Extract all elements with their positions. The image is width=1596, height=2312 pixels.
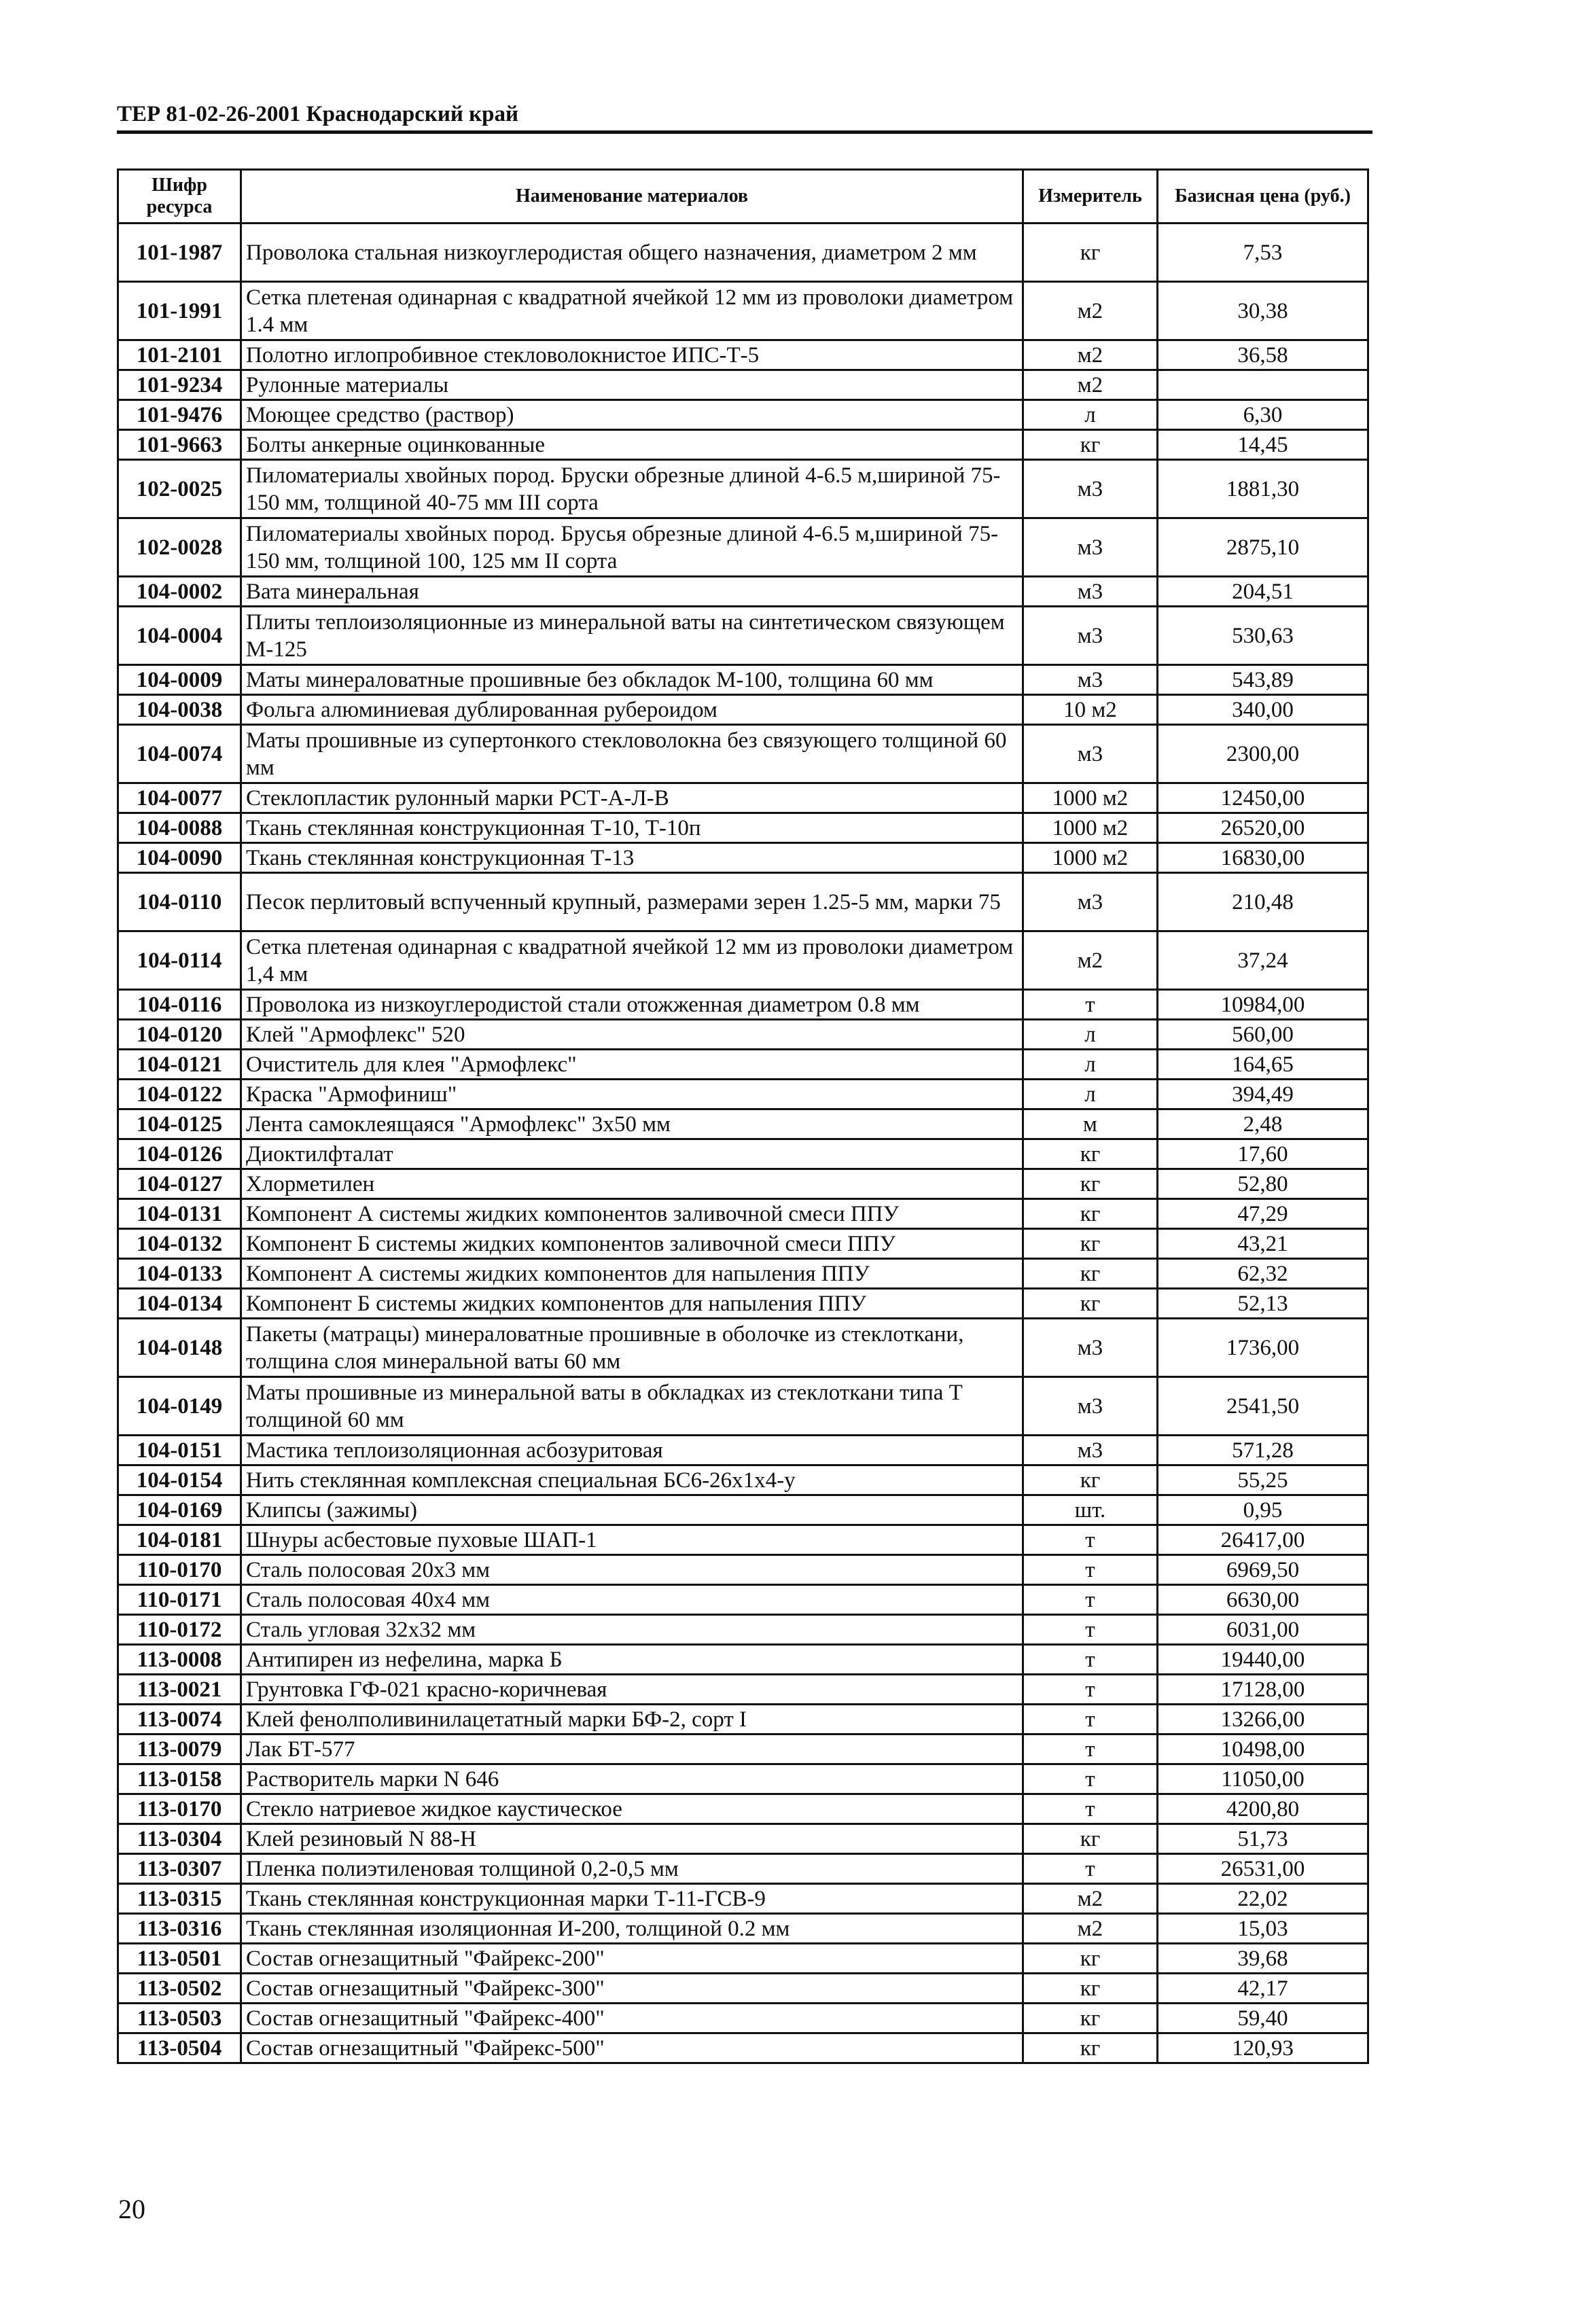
table-row [118,1914,1368,1944]
cell-price: 394,49 [1158,1080,1368,1109]
cell-price: 26520,00 [1158,813,1368,843]
cell-name: Состав огнезащитный "Файрекс-300" [241,1974,1023,2004]
cell-price: 13266,00 [1158,1705,1368,1735]
cell-unit: т [1023,1615,1158,1645]
cell-name: Пиломатериалы хвойных пород. Бруски обрезные длиной 4-6.5 м,шириной 75-150 мм, толщиной 40-75 мм III сорта [241,460,1023,518]
document-header-title: ТЕР 81-02-26-2001 Краснодарский край [117,102,519,126]
cell-price: 26531,00 [1158,1854,1368,1884]
cell-price: 2,48 [1158,1109,1368,1139]
cell-name: Сталь полосовая 20х3 мм [241,1555,1023,1585]
cell-code: 113-0315 [118,1884,241,1914]
cell-name: Растворитель марки N 646 [241,1764,1023,1794]
cell-unit: л [1023,1050,1158,1080]
table-row [118,460,1368,518]
table-row [118,695,1368,725]
cell-code: 104-0090 [118,843,241,873]
cell-unit: м2 [1023,1884,1158,1914]
cell-unit: м3 [1023,873,1158,931]
table-row [118,1645,1368,1675]
cell-unit: 10 м2 [1023,695,1158,725]
cell-unit: шт. [1023,1495,1158,1525]
cell-code: 113-0307 [118,1854,241,1884]
cell-code: 102-0028 [118,518,241,577]
table-body [118,224,1368,2063]
cell-code: 113-0158 [118,1764,241,1794]
cell-price: 530,63 [1158,607,1368,665]
table-row [118,577,1368,607]
table-row [118,400,1368,430]
table-row [118,2004,1368,2033]
table-row [118,518,1368,577]
cell-unit: м3 [1023,725,1158,783]
table-row [118,340,1368,370]
cell-code: 104-0126 [118,1139,241,1169]
table-row [118,1854,1368,1884]
cell-code: 104-0151 [118,1436,241,1465]
cell-price: 11050,00 [1158,1764,1368,1794]
cell-code: 113-0170 [118,1794,241,1824]
cell-price: 52,80 [1158,1169,1368,1199]
cell-price: 10498,00 [1158,1735,1368,1764]
cell-price: 2875,10 [1158,518,1368,577]
cell-name: Маты минераловатные прошивные без обкладок М-100, толщина 60 мм [241,665,1023,695]
cell-price: 30,38 [1158,282,1368,340]
table-row [118,1615,1368,1645]
cell-code: 104-0110 [118,873,241,931]
cell-code: 113-0504 [118,2033,241,2063]
cell-code: 104-0004 [118,607,241,665]
cell-price: 16830,00 [1158,843,1368,873]
table-row [118,1139,1368,1169]
cell-price: 22,02 [1158,1884,1368,1914]
cell-unit: кг [1023,1289,1158,1319]
table-row [118,1169,1368,1199]
table-row [118,1436,1368,1465]
cell-unit: т [1023,1764,1158,1794]
table-row [118,607,1368,665]
cell-code: 104-0088 [118,813,241,843]
cell-unit: кг [1023,224,1158,282]
cell-price: 0,95 [1158,1495,1368,1525]
cell-name: Состав огнезащитный "Файрекс-500" [241,2033,1023,2063]
table-row [118,1080,1368,1109]
cell-name: Пакеты (матрацы) минераловатные прошивные в оболочке из стеклоткани, толщина слоя минеральной ваты 60 мм [241,1319,1023,1377]
cell-name: Краска "Армофиниш" [241,1080,1023,1109]
cell-unit: м3 [1023,665,1158,695]
cell-code: 113-0021 [118,1675,241,1705]
cell-unit: т [1023,1794,1158,1824]
cell-price [1158,370,1368,400]
cell-name: Хлорметилен [241,1169,1023,1199]
table-row [118,1109,1368,1139]
table-row [118,2033,1368,2063]
cell-code: 104-0125 [118,1109,241,1139]
cell-price: 43,21 [1158,1229,1368,1259]
cell-code: 101-2101 [118,340,241,370]
cell-unit: м3 [1023,1319,1158,1377]
cell-unit: м3 [1023,1377,1158,1436]
cell-code: 104-0114 [118,931,241,990]
cell-unit: м3 [1023,607,1158,665]
table-row [118,1555,1368,1585]
table-row [118,990,1368,1020]
cell-code: 113-0501 [118,1944,241,1974]
cell-code: 104-0127 [118,1169,241,1199]
cell-code: 110-0170 [118,1555,241,1585]
table-row [118,813,1368,843]
cell-unit: т [1023,1645,1158,1675]
cell-price: 1881,30 [1158,460,1368,518]
cell-name: Состав огнезащитный "Файрекс-200" [241,1944,1023,1974]
cell-name: Стекло натриевое жидкое каустическое [241,1794,1023,1824]
cell-price: 51,73 [1158,1824,1368,1854]
cell-code: 101-9476 [118,400,241,430]
cell-price: 2541,50 [1158,1377,1368,1436]
cell-name: Грунтовка ГФ-021 красно-коричневая [241,1675,1023,1705]
cell-price: 39,68 [1158,1944,1368,1974]
cell-code: 104-0132 [118,1229,241,1259]
cell-price: 204,51 [1158,577,1368,607]
cell-code: 101-9663 [118,430,241,460]
cell-unit: м3 [1023,460,1158,518]
cell-unit: кг [1023,1974,1158,2004]
cell-code: 113-0008 [118,1645,241,1675]
cell-price: 37,24 [1158,931,1368,990]
table-row [118,1377,1368,1436]
cell-price: 19440,00 [1158,1645,1368,1675]
cell-price: 340,00 [1158,695,1368,725]
cell-code: 113-0079 [118,1735,241,1764]
cell-name: Компонент Б системы жидких компонентов заливочной смеси ППУ [241,1229,1023,1259]
cell-unit: м [1023,1109,1158,1139]
cell-name: Ткань стеклянная конструкционная Т-13 [241,843,1023,873]
cell-name: Лента самоклеящаяся "Армофлекс" 3х50 мм [241,1109,1023,1139]
cell-price: 1736,00 [1158,1319,1368,1377]
cell-code: 113-0074 [118,1705,241,1735]
cell-name: Диоктилфталат [241,1139,1023,1169]
cell-name: Рулонные материалы [241,370,1023,400]
cell-code: 104-0181 [118,1525,241,1555]
column-header-code: Шифр ресурса [118,170,241,224]
cell-code: 104-0074 [118,725,241,783]
cell-price: 10984,00 [1158,990,1368,1020]
cell-unit: т [1023,1735,1158,1764]
cell-name: Песок перлитовый вспученный крупный, размерами зерен 1.25-5 мм, марки 75 [241,873,1023,931]
table-row [118,1824,1368,1854]
cell-name: Сетка плетеная одинарная с квадратной ячейкой 12 мм из проволоки диаметром 1,4 мм [241,931,1023,990]
cell-unit: кг [1023,1169,1158,1199]
table-row [118,1585,1368,1615]
cell-price: 62,32 [1158,1259,1368,1289]
table-row [118,1050,1368,1080]
cell-name: Плиты теплоизоляционные из минеральной ваты на синтетическом связующем М-125 [241,607,1023,665]
cell-price: 55,25 [1158,1465,1368,1495]
table-row [118,1495,1368,1525]
cell-price: 36,58 [1158,340,1368,370]
table-row [118,1794,1368,1824]
cell-price: 571,28 [1158,1436,1368,1465]
cell-name: Клей резиновый N 88-Н [241,1824,1023,1854]
table-row [118,665,1368,695]
cell-name: Сталь полосовая 40х4 мм [241,1585,1023,1615]
table-row [118,1675,1368,1705]
cell-unit: 1000 м2 [1023,843,1158,873]
cell-unit: т [1023,1854,1158,1884]
cell-price: 560,00 [1158,1020,1368,1050]
cell-code: 101-1991 [118,282,241,340]
cell-code: 113-0503 [118,2004,241,2033]
cell-unit: 1000 м2 [1023,813,1158,843]
table-row [118,1259,1368,1289]
cell-name: Лак БТ-577 [241,1735,1023,1764]
cell-code: 104-0002 [118,577,241,607]
cell-unit: кг [1023,1944,1158,1974]
cell-name: Мастика теплоизоляционная асбозуритовая [241,1436,1023,1465]
cell-price: 17,60 [1158,1139,1368,1169]
cell-price: 6,30 [1158,400,1368,430]
cell-price: 6031,00 [1158,1615,1368,1645]
cell-code: 104-0077 [118,783,241,813]
table-row [118,873,1368,931]
table-row [118,1764,1368,1794]
column-header-unit: Измеритель [1023,170,1158,224]
column-header-name: Наименование материалов [241,170,1023,224]
cell-name: Сетка плетеная одинарная с квадратной ячейкой 12 мм из проволоки диаметром 1.4 мм [241,282,1023,340]
table-row [118,1884,1368,1914]
cell-code: 104-0148 [118,1319,241,1377]
cell-unit: т [1023,1525,1158,1555]
cell-price: 210,48 [1158,873,1368,931]
cell-name: Шнуры асбестовые пуховые ШАП-1 [241,1525,1023,1555]
cell-name: Компонент А системы жидких компонентов для напыления ППУ [241,1259,1023,1289]
materials-price-table [117,168,1369,2064]
cell-unit: м3 [1023,518,1158,577]
page-number: 20 [118,2194,145,2224]
cell-code: 104-0149 [118,1377,241,1436]
cell-unit: 1000 м2 [1023,783,1158,813]
cell-name: Компонент Б системы жидких компонентов для напыления ППУ [241,1289,1023,1319]
table-row [118,931,1368,990]
cell-price: 543,89 [1158,665,1368,695]
cell-code: 101-1987 [118,224,241,282]
cell-name: Компонент А системы жидких компонентов заливочной смеси ППУ [241,1199,1023,1229]
table-row [118,1289,1368,1319]
table-row [118,1319,1368,1377]
column-header-price: Базисная цена (руб.) [1158,170,1368,224]
cell-unit: л [1023,1020,1158,1050]
cell-unit: м2 [1023,340,1158,370]
cell-price: 47,29 [1158,1199,1368,1229]
cell-price: 2300,00 [1158,725,1368,783]
cell-unit: кг [1023,1199,1158,1229]
cell-unit: л [1023,1080,1158,1109]
cell-unit: т [1023,990,1158,1020]
cell-code: 113-0502 [118,1974,241,2004]
cell-name: Болты анкерные оцинкованные [241,430,1023,460]
cell-name: Стеклопластик рулонный марки РСТ-А-Л-В [241,783,1023,813]
cell-price: 6969,50 [1158,1555,1368,1585]
cell-code: 104-0122 [118,1080,241,1109]
cell-name: Сталь угловая 32х32 мм [241,1615,1023,1645]
cell-name: Фольга алюминиевая дублированная рубероидом [241,695,1023,725]
cell-name: Ткань стеклянная изоляционная И-200, толщиной 0.2 мм [241,1914,1023,1944]
cell-name: Клипсы (зажимы) [241,1495,1023,1525]
table-row [118,430,1368,460]
table-row [118,843,1368,873]
table-row [118,725,1368,783]
table-row [118,1020,1368,1050]
cell-code: 113-0316 [118,1914,241,1944]
cell-price: 164,65 [1158,1050,1368,1080]
table-row [118,1525,1368,1555]
cell-name: Проволока стальная низкоуглеродистая общего назначения, диаметром 2 мм [241,224,1023,282]
cell-unit: м2 [1023,1914,1158,1944]
table-row [118,1229,1368,1259]
cell-unit: кг [1023,2033,1158,2063]
cell-code: 110-0171 [118,1585,241,1615]
cell-code: 104-0134 [118,1289,241,1319]
cell-name: Ткань стеклянная конструкционная марки Т-11-ГСВ-9 [241,1884,1023,1914]
cell-code: 101-9234 [118,370,241,400]
cell-unit: кг [1023,1824,1158,1854]
cell-price: 4200,80 [1158,1794,1368,1824]
table-row [118,1199,1368,1229]
cell-unit: кг [1023,2004,1158,2033]
cell-name: Клей "Армофлекс" 520 [241,1020,1023,1050]
cell-name: Моющее средство (раствор) [241,400,1023,430]
cell-unit: л [1023,400,1158,430]
cell-unit: м3 [1023,1436,1158,1465]
cell-name: Нить стеклянная комплексная специальная БС6-26х1х4-у [241,1465,1023,1495]
cell-name: Ткань стеклянная конструкционная Т-10, Т-10п [241,813,1023,843]
header-rule [117,130,1372,134]
cell-unit: кг [1023,1259,1158,1289]
cell-price: 26417,00 [1158,1525,1368,1555]
cell-price: 7,53 [1158,224,1368,282]
cell-unit: м3 [1023,577,1158,607]
cell-code: 104-0121 [118,1050,241,1080]
cell-code: 104-0009 [118,665,241,695]
cell-price: 17128,00 [1158,1675,1368,1705]
cell-code: 104-0120 [118,1020,241,1050]
cell-code: 104-0169 [118,1495,241,1525]
cell-name: Полотно иглопробивное стекловолокнистое ИПС-Т-5 [241,340,1023,370]
table-row [118,783,1368,813]
cell-code: 110-0172 [118,1615,241,1645]
cell-name: Клей фенолполивинилацетатный марки БФ-2, сорт I [241,1705,1023,1735]
cell-name: Маты прошивные из супертонкого стекловолокна без связующего толщиной 60 мм [241,725,1023,783]
table-row [118,224,1368,282]
table-row [118,282,1368,340]
cell-price: 52,13 [1158,1289,1368,1319]
cell-name: Очиститель для клея "Армофлекс" [241,1050,1023,1080]
cell-code: 113-0304 [118,1824,241,1854]
cell-code: 102-0025 [118,460,241,518]
cell-unit: т [1023,1675,1158,1705]
table-row [118,1944,1368,1974]
cell-price: 42,17 [1158,1974,1368,2004]
cell-name: Антипирен из нефелина, марка Б [241,1645,1023,1675]
cell-unit: т [1023,1555,1158,1585]
cell-unit: кг [1023,1229,1158,1259]
cell-price: 15,03 [1158,1914,1368,1944]
cell-price: 12450,00 [1158,783,1368,813]
table-row [118,1974,1368,2004]
cell-unit: м2 [1023,282,1158,340]
table-row [118,370,1368,400]
cell-code: 104-0133 [118,1259,241,1289]
table-row [118,1705,1368,1735]
cell-price: 120,93 [1158,2033,1368,2063]
cell-name: Маты прошивные из минеральной ваты в обкладках из стеклоткани типа Т толщиной 60 мм [241,1377,1023,1436]
cell-code: 104-0038 [118,695,241,725]
cell-unit: кг [1023,1465,1158,1495]
cell-price: 59,40 [1158,2004,1368,2033]
cell-name: Вата минеральная [241,577,1023,607]
cell-unit: м2 [1023,931,1158,990]
table-row [118,1735,1368,1764]
cell-unit: кг [1023,430,1158,460]
cell-name: Пленка полиэтиленовая толщиной 0,2-0,5 мм [241,1854,1023,1884]
cell-unit: м2 [1023,370,1158,400]
cell-unit: кг [1023,1139,1158,1169]
cell-code: 104-0116 [118,990,241,1020]
table-header-row [118,170,1368,224]
cell-unit: т [1023,1585,1158,1615]
cell-name: Состав огнезащитный "Файрекс-400" [241,2004,1023,2033]
table-row [118,1465,1368,1495]
cell-name: Проволока из низкоуглеродистой стали отожженная диаметром 0.8 мм [241,990,1023,1020]
cell-name: Пиломатериалы хвойных пород. Брусья обрезные длиной 4-6.5 м,шириной 75-150 мм, толщиной 100, 125 мм II сорта [241,518,1023,577]
cell-price: 6630,00 [1158,1585,1368,1615]
cell-unit: т [1023,1705,1158,1735]
cell-code: 104-0154 [118,1465,241,1495]
cell-code: 104-0131 [118,1199,241,1229]
cell-price: 14,45 [1158,430,1368,460]
